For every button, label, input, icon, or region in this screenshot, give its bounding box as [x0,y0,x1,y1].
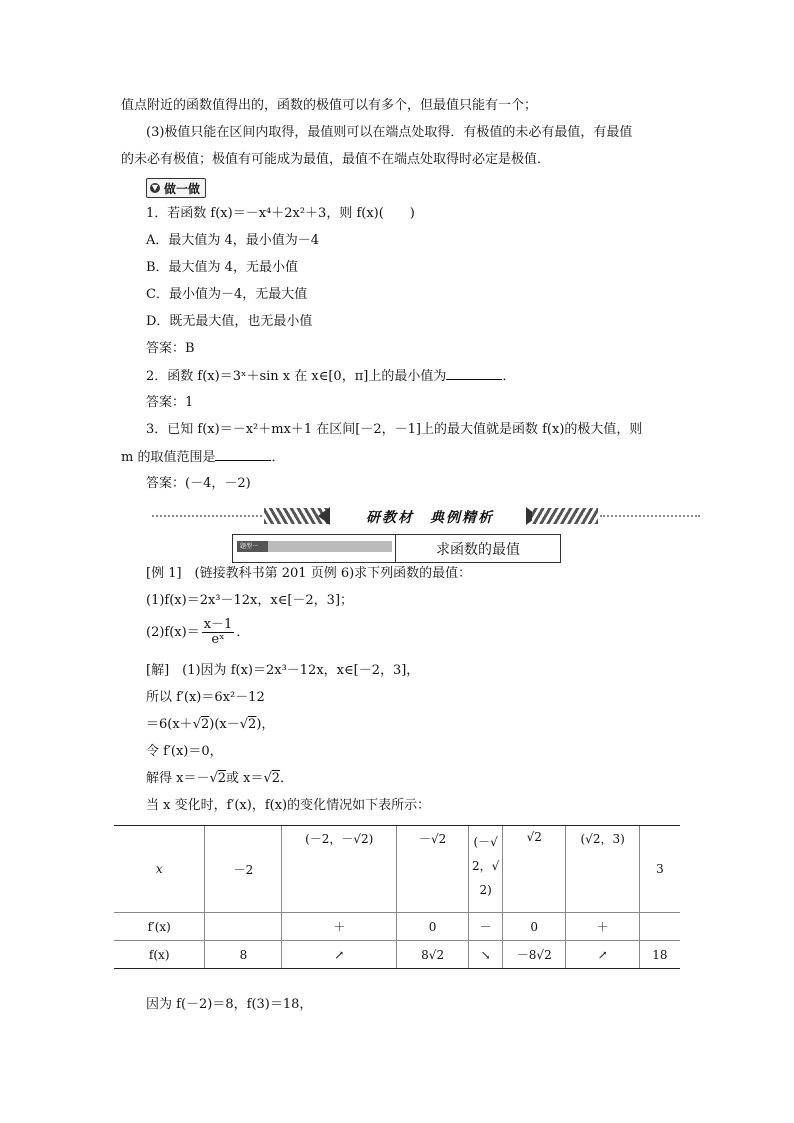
expr-part: )， [256,717,275,732]
example-heading: [例 1] (链接教科书第 201 页例 6)求下列函数的最值： [146,566,472,581]
example-part-2-end: ． [236,625,250,640]
expr-part: 解得 x＝－√ [146,771,218,786]
solution-line-1: [解] (1)因为 f(x)＝2x³－12x，x∈[－2，3]， [146,663,420,678]
topic-label: 题型一 [237,541,392,552]
table-cell: 8 [205,941,282,969]
sqrt-radicand: 2 [200,717,210,732]
table-cell: ↗ [566,941,639,969]
table-cell: f(x) [114,941,205,969]
intro-line-1: 值点附近的函数值得出的，函数的极值可以有多个，但最值只能有一个； [121,98,538,113]
table-cell: (√2，3) [566,826,639,913]
arrow-left-icon [318,507,330,525]
question-3-line-1: 3．已知 f(x)＝－x²＋mx＋1 在区间[－2，－1]上的最大值就是函数 f(x)的极大值，则 [146,422,643,437]
question-1-option-c: C．最小值为－4，无最大值 [146,287,308,302]
question-2 [146,367,515,386]
answer-blank [215,448,271,461]
intro-line-3: 的未必有极值；极值有可能成为最值，最值不在端点处取得时必定是极值． [121,152,551,167]
table-cell: 0 [397,913,469,941]
table-cell: 18 [639,941,680,969]
question-1-option-b: B．最大值为 4，无最小值 [146,260,298,275]
question-3-text: m 的取值范围是 [121,450,216,465]
answer-3: 答案：(－4，－2) [146,476,251,491]
table-row [114,826,680,913]
question-1-option-d: D．既无最大值，也无最小值 [146,314,313,329]
solution-line-6: 当 x 变化时，f′(x)，f(x)的变化情况如下表所示： [146,798,431,813]
question-3-line-2 [121,448,284,467]
sqrt-radicand: 2 [217,771,227,786]
fraction-denominator: eˣ [211,632,225,647]
table-cell: ↘ [469,941,503,969]
topic-title: 求函数的最值 [436,542,520,558]
practice-tag [146,178,206,198]
solution-line-4: 令 f′(x)＝0， [146,744,223,759]
example-part-2 [146,618,249,648]
answer-1: 答案：B [146,341,195,356]
variation-table [114,825,680,969]
table-cell: (－√2，√2) [469,826,503,913]
fraction-numerator: x－1 [203,617,233,632]
sqrt-radicand: 2 [248,717,257,732]
table-cell: － [469,913,503,941]
example-part-2-prefix: (2)f(x)＝ [146,625,200,640]
fraction [202,618,235,647]
table-cell [639,913,680,941]
dotted-divider [152,515,262,517]
table-cell: ＋ [566,913,639,941]
table-cell: f′(x) [114,913,205,941]
expr-part: ． [280,771,294,786]
table-cell: －2 [205,826,282,913]
table-cell: 8√2 [397,941,469,969]
intro-line-2: (3)极值只能在区间内取得，最值则可以在端点处取得．有极值的未必有最值，有最值 [146,125,633,140]
table-cell: x [114,826,205,913]
section-title: 研教材 典例精析 [366,510,494,526]
table-cell: 0 [503,913,566,941]
question-2-end: ． [502,369,516,384]
table-cell: ↗ [282,941,397,969]
question-1-option-a: A．最大值为 4，最小值为－4 [146,233,320,248]
table-cell: －√2 [397,826,469,913]
table-cell: √2 [503,826,566,913]
answer-2: 答案：1 [146,395,194,410]
table-row [114,941,680,969]
solution-line-3: ＝6(x＋√2)(x－√2)， [146,717,275,732]
table-cell: ＋ [282,913,397,941]
solution-line-5 [146,770,293,788]
topic-box [232,534,561,563]
sqrt-radicand: 2 [271,771,281,786]
table-cell: －8√2 [503,941,566,969]
example-part-1: (1)f(x)＝2x³－12x，x∈[－2，3]； [146,593,354,608]
table-cell [205,913,282,941]
expr-part: )(x－ [209,717,240,732]
practice-tag-label: 做一做 [164,181,201,196]
question-2-text: 2．函数 f(x)＝3ˣ＋sin x 在 x∈[0，π]上的最小值为 [146,369,447,384]
section-banner [152,506,700,526]
table-cell: (－2，－√2) [282,826,397,913]
dotted-divider [600,515,700,517]
solution-line-2: 所以 f′(x)＝6x²－12 [146,690,265,705]
expr-part: ＝6(x＋ [146,717,193,732]
answer-blank [446,367,502,380]
table-cell: 3 [639,826,680,913]
question-3-end: ． [271,450,285,465]
table-row [114,913,680,941]
final-line: 因为 f(－2)＝8，f(3)＝18， [146,997,313,1012]
stripe-decoration [532,508,598,524]
chevron-down-icon: ▼ [151,183,159,192]
question-1: 1．若函数 f(x)＝－x⁴＋2x²＋3，则 f(x)( ) [146,206,415,221]
expr-part: 或 x＝√ [226,771,272,786]
